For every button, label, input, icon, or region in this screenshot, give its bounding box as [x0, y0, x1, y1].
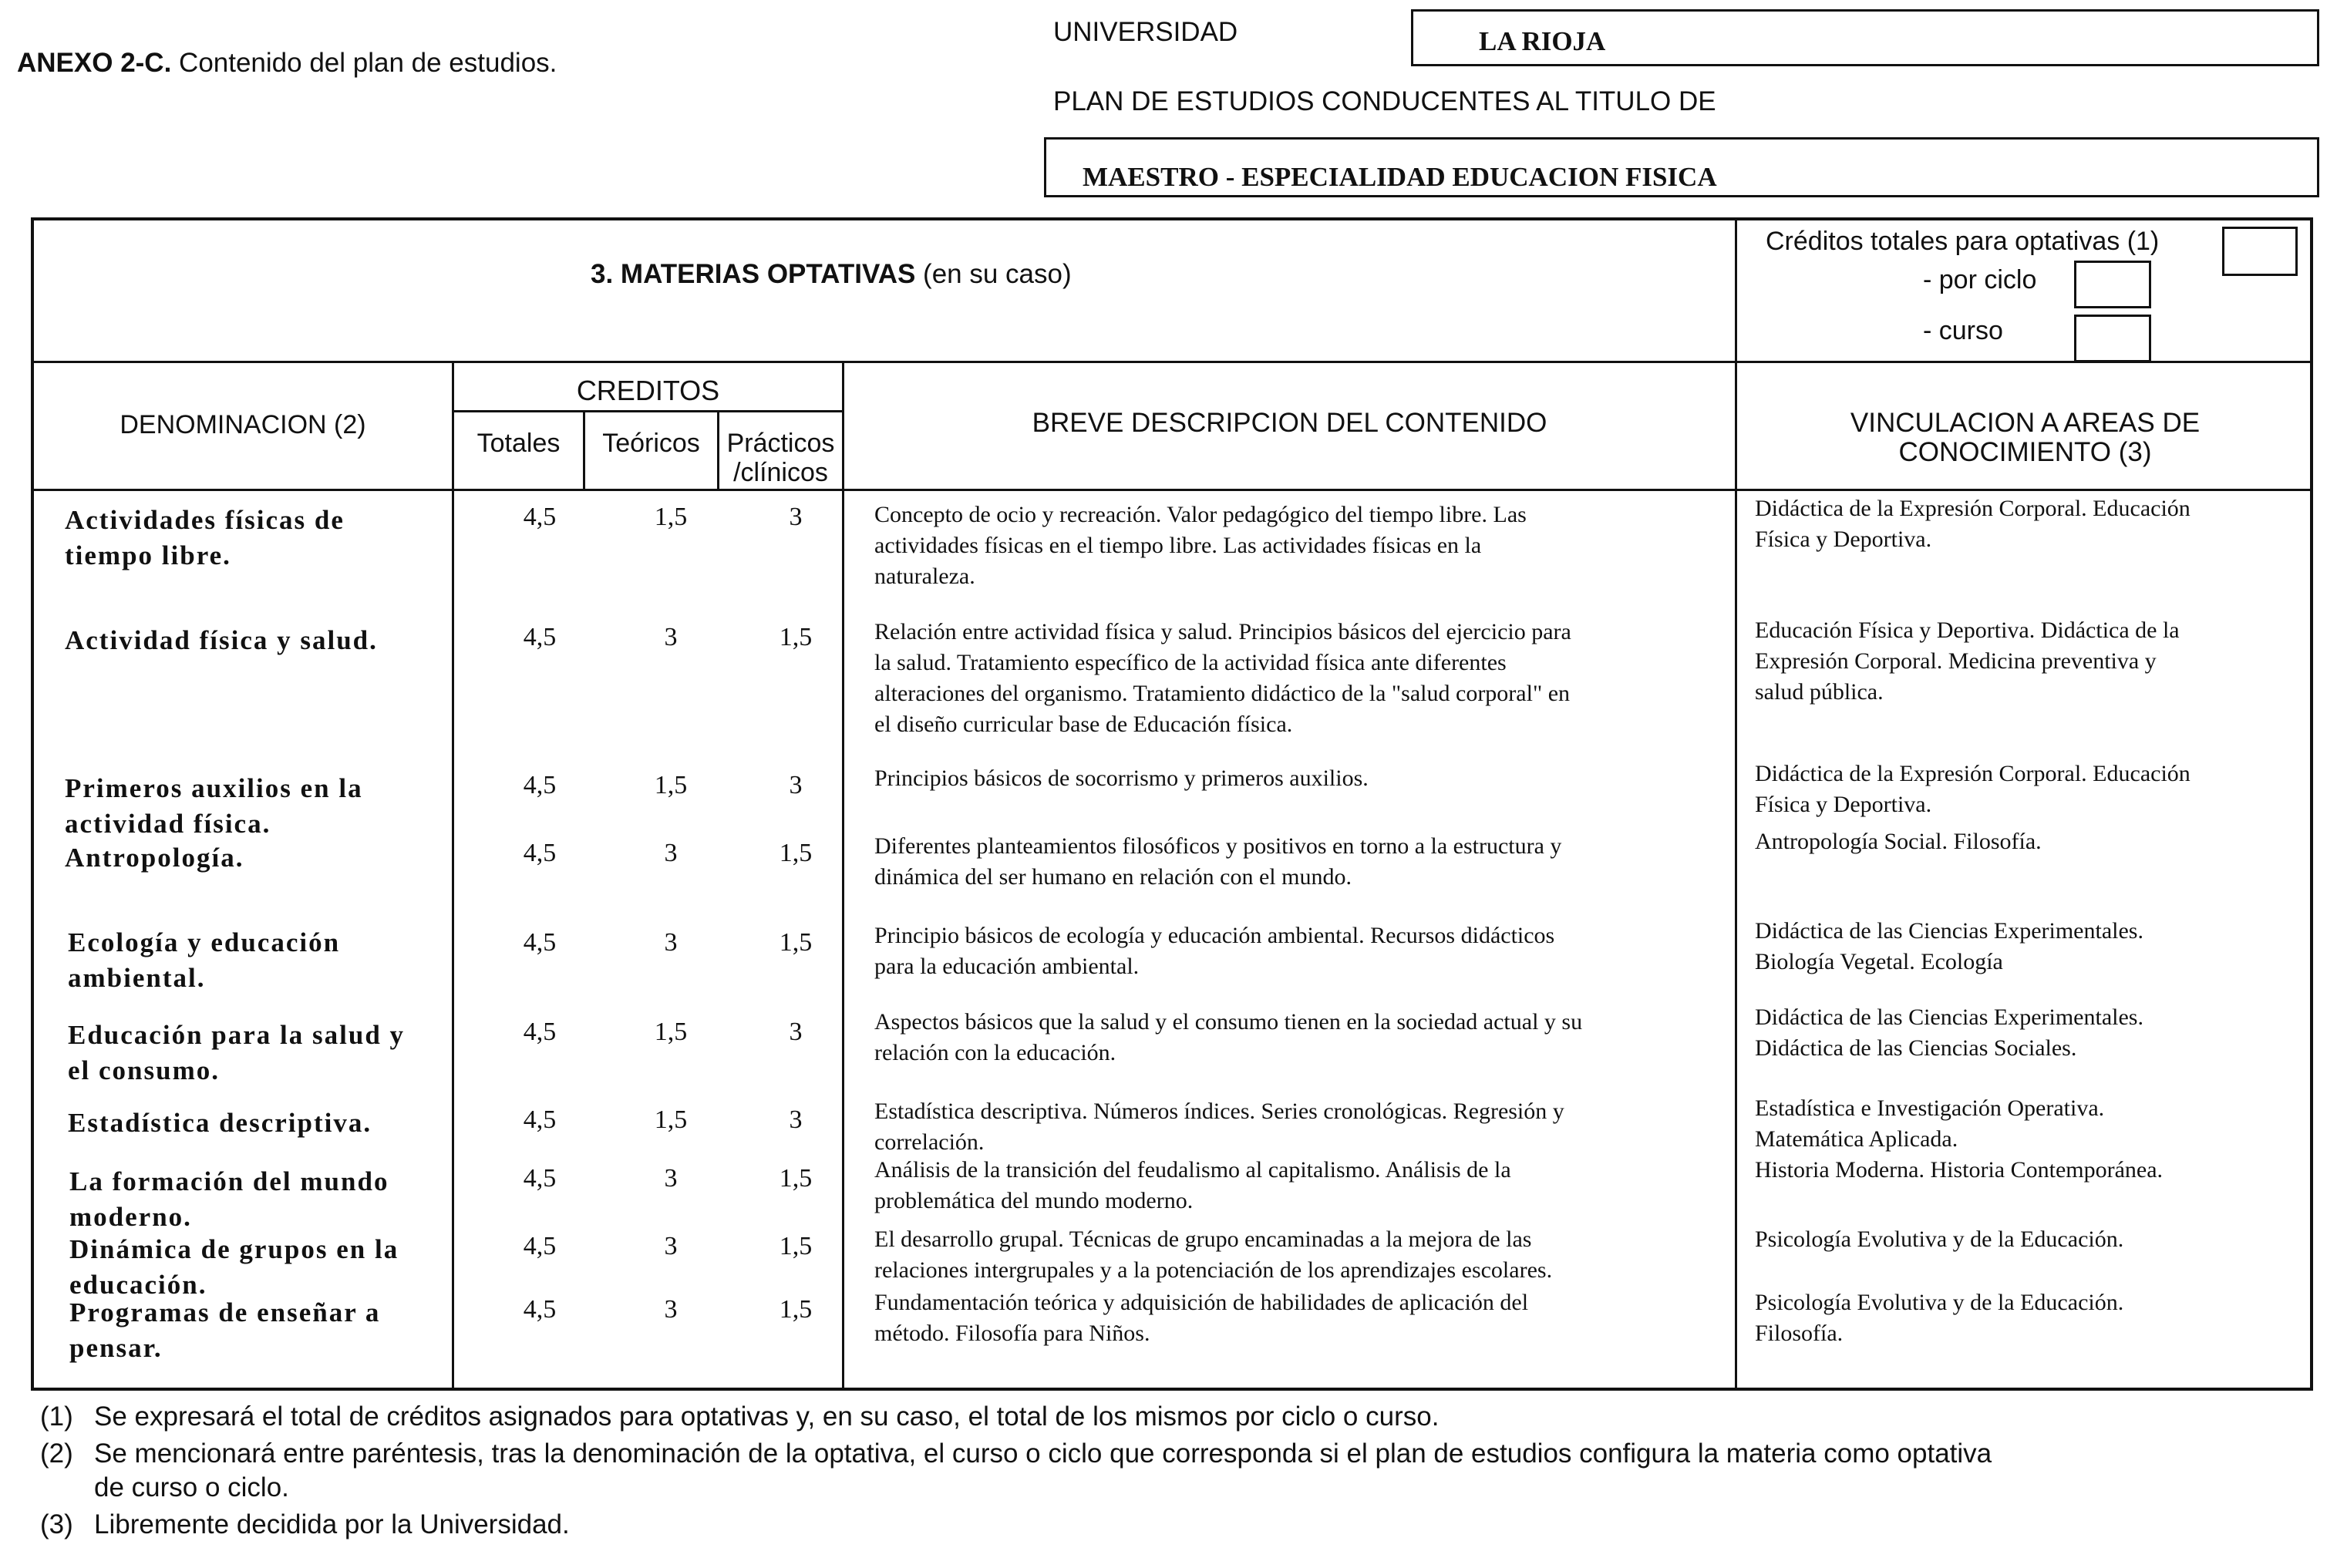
credits-practicos: 3 — [789, 771, 803, 799]
description-line: Principio básicos de ecología y educación ambiental. Recursos didácticos — [874, 923, 1555, 948]
description-line: Diferentes planteamientos filosóficos y positivos en torno a la estructura y — [874, 833, 1562, 859]
area-line: Física y Deportiva. — [1755, 792, 1932, 817]
credits-practicos: 1,5 — [779, 928, 813, 957]
subject-name-line: Actividad física y salud. — [65, 625, 378, 655]
annex-label-bold: ANEXO 2-C. — [17, 48, 172, 78]
subject-name-line: Primeros auxilios en la — [65, 773, 363, 803]
knowledge-areas — [1755, 1224, 2310, 1255]
credits-practicos: 3 — [789, 503, 803, 531]
credits-totales: 4,5 — [523, 1164, 557, 1193]
credits-practicos: 1,5 — [779, 1295, 813, 1324]
area-line: Didáctica de las Ciencias Experimentales. — [1755, 918, 2143, 944]
area-line: Estadística e Investigación Operativa. — [1755, 1095, 2105, 1121]
description-line: Fundamentación teórica y adquisición de habilidades de aplicación del — [874, 1290, 1529, 1315]
footnote-text: Se expresará el total de créditos asignados para optativas y, en su caso, el total de los mismos por ciclo o curso. — [94, 1401, 1440, 1432]
knowledge-areas — [1755, 1093, 2310, 1155]
description-line: El desarrollo grupal. Técnicas de grupo encaminadas a la mejora de las — [874, 1226, 1532, 1252]
credits-totales: 4,5 — [523, 928, 557, 957]
description-line: método. Filosofía para Niños. — [874, 1321, 1150, 1346]
column-header-practice-line-2: /clínicos — [733, 458, 828, 487]
content-description — [874, 1155, 1730, 1216]
subject-name — [68, 1105, 453, 1141]
knowledge-areas — [1755, 1002, 2310, 1064]
annex-label-text: Contenido del plan de estudios. — [171, 48, 557, 78]
description-line: Estadística descriptiva. Números índices. Series cronológicas. Regresión y — [874, 1099, 1564, 1124]
subject-name-line: ambiental. — [68, 963, 206, 993]
area-line: Expresión Corporal. Medicina preventiva y — [1755, 648, 2157, 674]
university-label: UNIVERSIDAD — [1053, 17, 1238, 47]
area-line: Antropología Social. Filosofía. — [1755, 829, 2042, 854]
description-line: alteraciones del organismo. Tratamiento didáctico de la "salud corporal" en — [874, 681, 1571, 706]
area-line: Biología Vegetal. Ecología — [1755, 949, 2003, 974]
subject-name — [65, 623, 450, 658]
content-description — [874, 763, 1730, 794]
credits-practicos: 1,5 — [779, 1164, 813, 1193]
footnote-text — [94, 1437, 2315, 1505]
credits-teoricos: 1,5 — [654, 1018, 688, 1046]
footnote-2 — [40, 1437, 2322, 1502]
subject-name — [69, 1164, 455, 1235]
plan-label: PLAN DE ESTUDIOS CONDUCENTES AL TITULO DE — [1053, 86, 1716, 116]
area-line: Didáctica de la Expresión Corporal. Educación — [1755, 496, 2191, 521]
subject-name — [65, 771, 450, 842]
knowledge-areas — [1755, 916, 2310, 977]
column-header-credits: CREDITOS — [576, 375, 720, 406]
description-line: para la educación ambiental. — [874, 954, 1140, 979]
credits-teoricos: 3 — [664, 623, 678, 651]
area-line: Psicología Evolutiva y de la Educación. — [1755, 1226, 2124, 1252]
credits-practicos: 1,5 — [779, 1232, 813, 1260]
credits-totales: 4,5 — [523, 1232, 557, 1260]
optional-credits-box — [2222, 227, 2298, 276]
credits-teoricos: 3 — [664, 1164, 678, 1193]
subject-name — [68, 1018, 453, 1089]
subject-name-line: Dinámica de grupos en la — [69, 1234, 399, 1264]
description-line: correlación. — [874, 1129, 985, 1155]
description-line: Relación entre actividad física y salud. Principios básicos del ejercicio para — [874, 619, 1571, 644]
column-header-practice-line-1: Prácticos — [726, 429, 835, 458]
table-divider — [842, 361, 844, 1391]
credits-totales: 4,5 — [523, 503, 557, 531]
description-line: dinámica del ser humano en relación con el mundo. — [874, 864, 1352, 890]
description-line: Concepto de ocio y recreación. Valor pedagógico del tiempo libre. Las — [874, 502, 1527, 527]
credits-practicos: 3 — [789, 1018, 803, 1046]
area-line: Filosofía. — [1755, 1321, 1844, 1346]
subject-name — [69, 1232, 455, 1303]
subject-name-line: tiempo libre. — [65, 540, 231, 570]
content-description — [874, 1007, 1730, 1068]
column-header-theory: Teóricos — [602, 429, 700, 458]
subject-name-line: educación. — [69, 1270, 207, 1300]
subject-name-line: La formación del mundo — [69, 1166, 389, 1196]
degree-title-value: MAESTRO - ESPECIALIDAD EDUCACION FISICA — [1083, 162, 1717, 192]
area-line: Matemática Aplicada. — [1755, 1126, 1958, 1152]
credits-teoricos: 1,5 — [654, 771, 688, 799]
course-box — [2074, 315, 2151, 362]
subject-name — [69, 1295, 455, 1366]
credits-teoricos: 1,5 — [654, 503, 688, 531]
column-header-areas-line-2: CONOCIMIENTO (3) — [1898, 437, 2152, 467]
table-divider — [1735, 217, 1737, 1391]
area-line: Didáctica de las Ciencias Experimentales. — [1755, 1004, 2143, 1030]
knowledge-areas — [1755, 826, 2310, 857]
description-line: la salud. Tratamiento específico de la actividad física ante diferentes — [874, 650, 1507, 675]
area-line: Didáctica de las Ciencias Sociales. — [1755, 1035, 2077, 1061]
credits-totales: 4,5 — [523, 839, 557, 867]
description-line: el diseño curricular base de Educación física. — [874, 712, 1293, 737]
knowledge-areas — [1755, 759, 2310, 820]
description-line: relación con la educación. — [874, 1040, 1116, 1065]
content-description — [874, 831, 1730, 893]
course-label: - curso — [1923, 316, 2003, 345]
credits-teoricos: 3 — [664, 1295, 678, 1324]
annex-label — [17, 48, 557, 79]
footnote-mark: (2) — [40, 1438, 73, 1469]
subject-name-line: Antropología. — [65, 843, 244, 873]
per-cycle-label: - por ciclo — [1923, 265, 2037, 294]
credits-totales: 4,5 — [523, 1105, 557, 1134]
column-header-description: BREVE DESCRIPCION DEL CONTENIDO — [1032, 408, 1547, 438]
footnote-mark: (3) — [40, 1509, 73, 1539]
subject-name-line: Educación para la salud y — [68, 1020, 406, 1050]
area-line: Psicología Evolutiva y de la Educación. — [1755, 1290, 2124, 1315]
area-line: Física y Deportiva. — [1755, 527, 1932, 552]
table-divider — [31, 361, 2313, 363]
area-line: salud pública. — [1755, 679, 1884, 705]
section-title-normal: (en su caso) — [915, 259, 1072, 289]
description-line: problemática del mundo moderno. — [874, 1188, 1194, 1213]
column-header-practice — [719, 429, 842, 487]
subject-name-line: moderno. — [69, 1202, 192, 1232]
credits-practicos: 3 — [789, 1105, 803, 1134]
area-line: Didáctica de la Expresión Corporal. Educación — [1755, 761, 2191, 786]
credits-totales: 4,5 — [523, 771, 557, 799]
subject-name — [68, 925, 453, 996]
footnote-1 — [40, 1400, 2322, 1434]
area-line: Educación Física y Deportiva. Didáctica de la — [1755, 617, 2180, 643]
description-line: Principios básicos de socorrismo y primeros auxilios. — [874, 765, 1369, 791]
content-description — [874, 1224, 1730, 1286]
knowledge-areas — [1755, 1287, 2310, 1349]
footnote-text: Libremente decidida por la Universidad. — [94, 1509, 570, 1539]
credits-practicos: 1,5 — [779, 839, 813, 867]
table-divider — [31, 489, 2313, 491]
knowledge-areas — [1755, 615, 2310, 708]
credits-teoricos: 3 — [664, 928, 678, 957]
credits-teoricos: 3 — [664, 1232, 678, 1260]
description-line: Aspectos básicos que la salud y el consumo tienen en la sociedad actual y su — [874, 1009, 1583, 1035]
column-header-areas — [1737, 409, 2313, 467]
per-cycle-box — [2074, 261, 2151, 308]
subject-name-line: Ecología y educación — [68, 927, 341, 957]
credits-totales: 4,5 — [523, 623, 557, 651]
column-header-totals: Totales — [476, 429, 561, 458]
credits-teoricos: 3 — [664, 839, 678, 867]
description-line: relaciones intergrupales y a la potenciación de los aprendizajes escolares. — [874, 1257, 1553, 1283]
subject-name-line: el consumo. — [68, 1055, 220, 1085]
university-value: LA RIOJA — [1479, 26, 1606, 56]
footnote-line: Se mencionará entre paréntesis, tras la denominación de la optativa, el curso o ciclo que corresponda si el plan de estudios configura la materia como optativa — [94, 1438, 1992, 1469]
description-line: actividades físicas en el tiempo libre. Las actividades físicas en la — [874, 533, 1482, 558]
subject-name-line: Programas de enseñar a — [69, 1297, 381, 1327]
description-line: naturaleza. — [874, 564, 975, 589]
footnote-mark: (1) — [40, 1401, 73, 1432]
credits-totales: 4,5 — [523, 1018, 557, 1046]
section-title — [591, 259, 1072, 290]
subject-name-line: pensar. — [69, 1333, 163, 1363]
subject-name — [65, 503, 450, 574]
content-description — [874, 617, 1730, 740]
column-header-denomination: DENOMINACION (2) — [120, 410, 366, 439]
credits-practicos: 1,5 — [779, 623, 813, 651]
knowledge-areas — [1755, 493, 2310, 555]
credits-totales: 4,5 — [523, 1295, 557, 1324]
subject-name — [65, 840, 450, 876]
optional-credits-label: Créditos totales para optativas (1) — [1766, 227, 2160, 256]
area-line: Historia Moderna. Historia Contemporánea. — [1755, 1157, 2164, 1183]
knowledge-areas — [1755, 1155, 2310, 1186]
subject-name-line: Estadística descriptiva. — [68, 1108, 372, 1138]
credits-teoricos: 1,5 — [654, 1105, 688, 1134]
description-line: Análisis de la transición del feudalismo al capitalismo. Análisis de la — [874, 1157, 1511, 1183]
content-description — [874, 500, 1730, 592]
footnote-line: de curso o ciclo. — [94, 1472, 289, 1502]
content-description — [874, 1287, 1730, 1349]
subject-name-line: actividad física. — [65, 809, 271, 839]
section-title-bold: 3. MATERIAS OPTATIVAS — [591, 259, 916, 289]
table-divider — [452, 410, 842, 412]
subject-name-line: Actividades físicas de — [65, 505, 345, 535]
content-description — [874, 1096, 1730, 1158]
column-header-areas-line-1: VINCULACION A AREAS DE — [1850, 408, 2201, 438]
footnote-3 — [40, 1508, 2322, 1542]
content-description — [874, 920, 1730, 982]
